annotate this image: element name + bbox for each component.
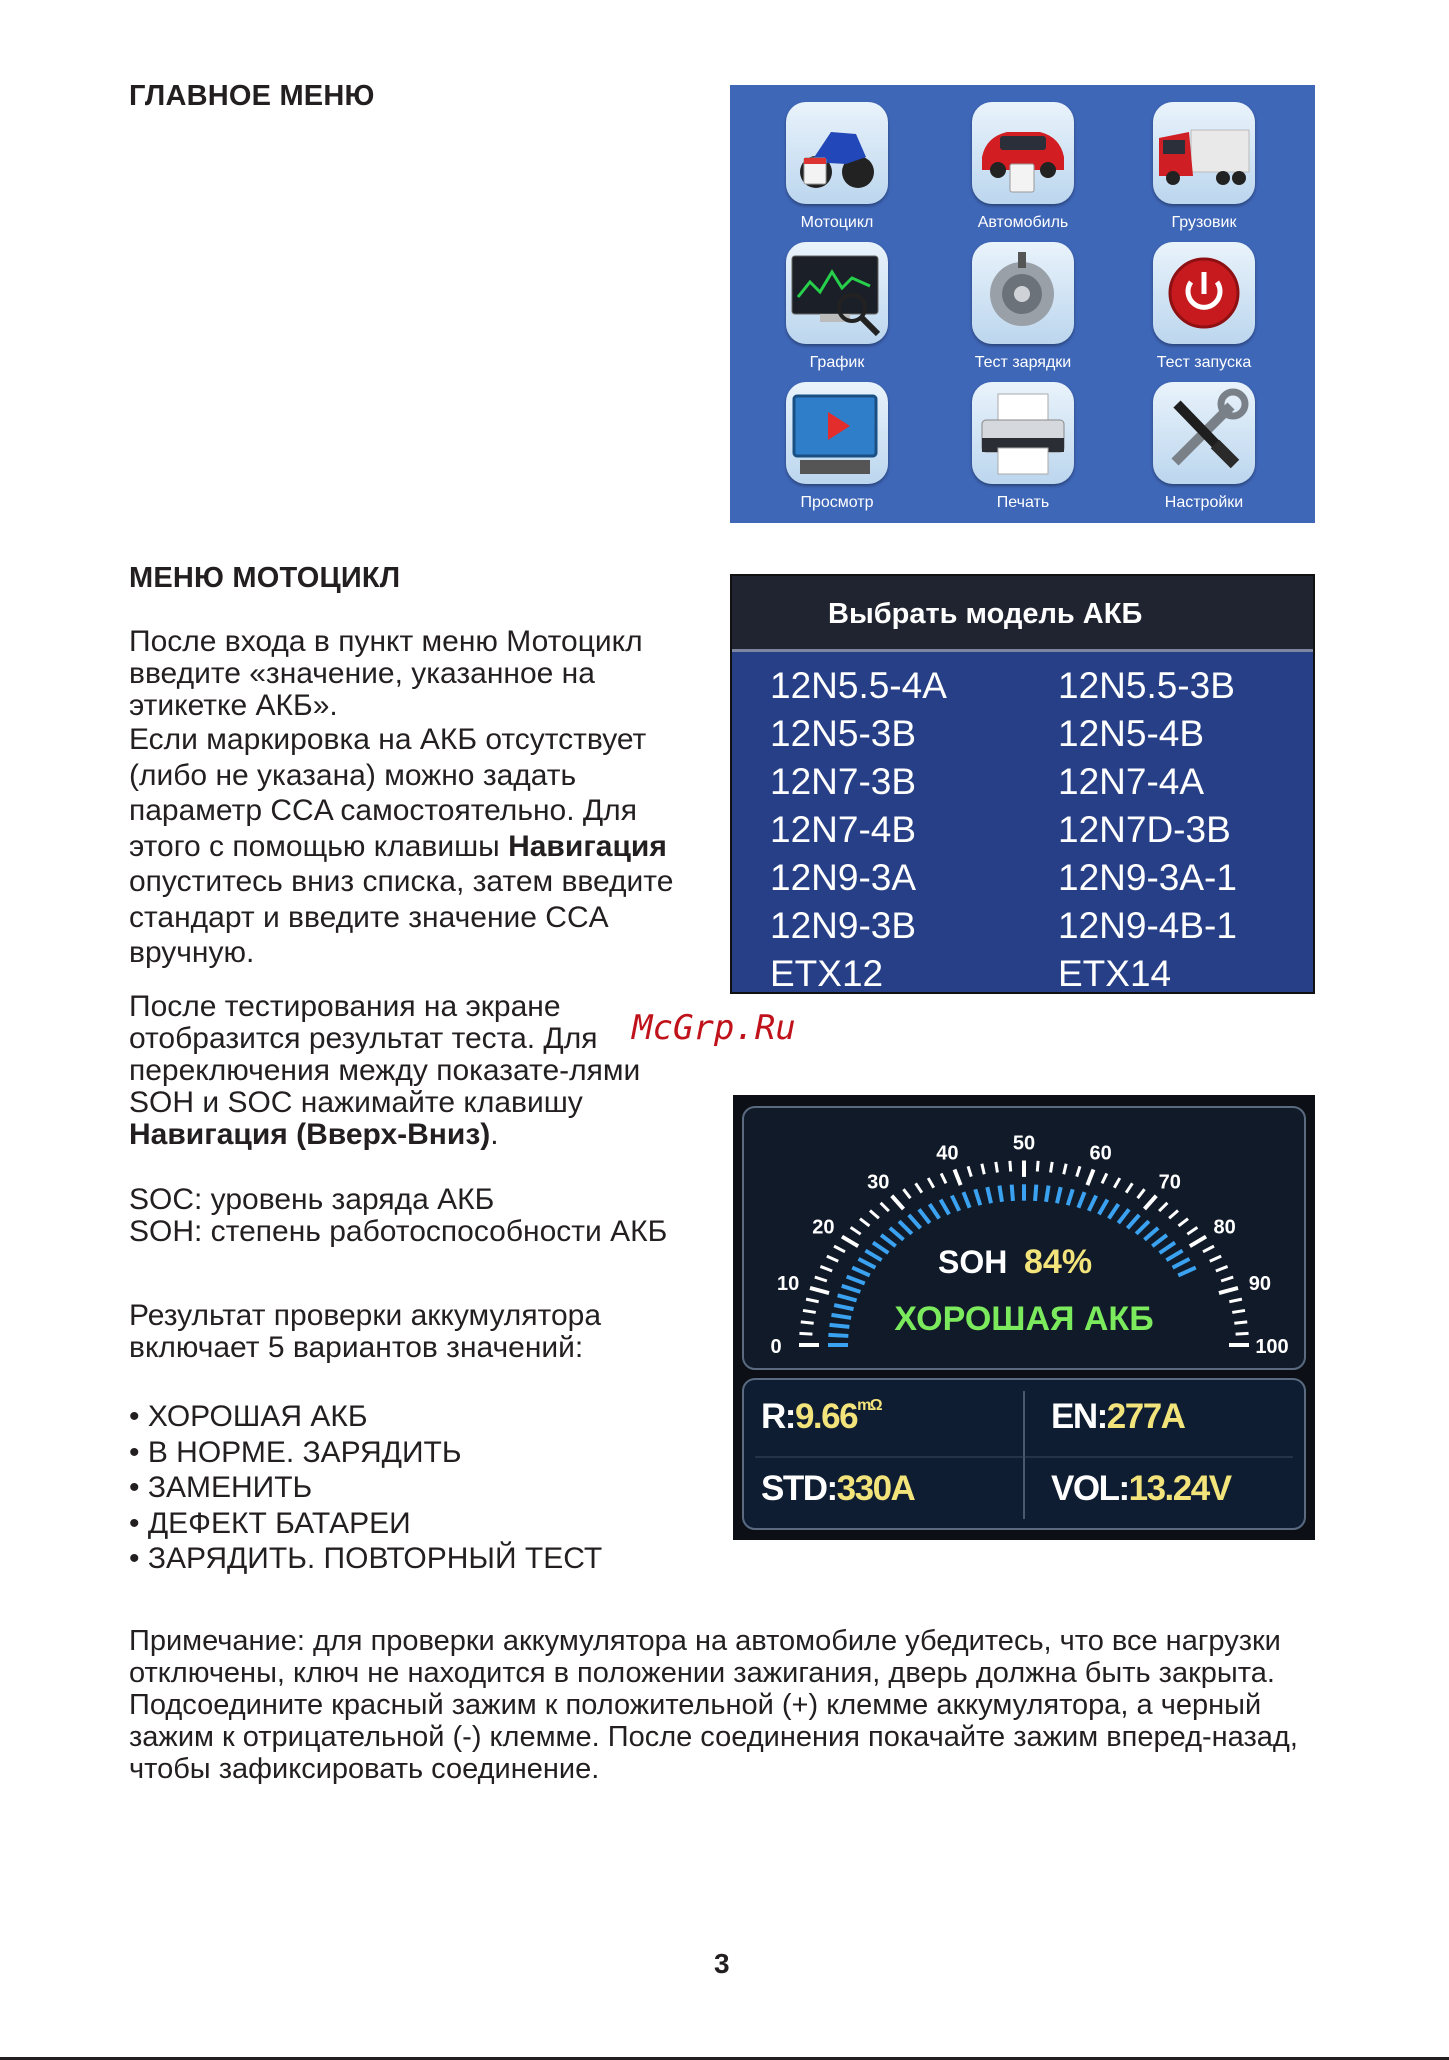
result-description-block: [129, 991, 674, 1151]
gauge-tick-label: 10: [777, 1273, 800, 1296]
result-variant-item: • ЗАМЕНИТЬ: [129, 1471, 313, 1504]
battery-model-list-right: [1058, 662, 1237, 998]
gauge-level-mark: [830, 1325, 850, 1327]
gauge-tick: [1051, 1162, 1053, 1173]
menu-label: Просмотр: [800, 494, 874, 511]
battery-model-item[interactable]: 12N9-3A-1: [1058, 857, 1237, 898]
gauge-tick: [996, 1162, 998, 1173]
soh-definition: SOH: степень работоспособности АКБ: [129, 1215, 668, 1248]
gauge-tick: [1010, 1161, 1011, 1172]
result-variant-item: • ЗАРЯДИТЬ. ПОВТОРНЫЙ ТЕСТ: [129, 1542, 603, 1575]
alternator-icon: [972, 242, 1074, 344]
menu-item-print[interactable]: [933, 382, 1113, 512]
main-menu-heading: ГЛАВНОЕ МЕНЮ: [129, 80, 375, 112]
watermark: McGrp.Ru: [632, 1008, 796, 1048]
battery-model-item[interactable]: 12N5.5-4A: [770, 665, 947, 706]
graph-monitor-icon: [786, 242, 888, 344]
menu-item-car[interactable]: [933, 102, 1113, 232]
tools-icon: [1153, 382, 1255, 484]
std-readout: STD:330A: [761, 1469, 915, 1508]
gauge-tick-label: 40: [936, 1142, 959, 1165]
menu-item-cranking-test[interactable]: [1114, 242, 1294, 372]
battery-model-item[interactable]: 12N7-3B: [770, 761, 917, 802]
menu-item-graph[interactable]: [747, 242, 927, 372]
intro-paragraph-2: Если маркировка на АКБ отсутствует (либо не указана) можно задать параметр CCA самостоятельно. Для этого с помощью клавишы Навигация опуститесь вниз списка, затем введите стандарт и введите значение CCA вручную.: [129, 723, 674, 969]
navigation-key-term: Навигация: [508, 829, 667, 863]
gauge-tick-label: 20: [812, 1216, 835, 1239]
gauge-tick-label: 50: [1012, 1132, 1036, 1155]
gauge-tick-label: 80: [1213, 1216, 1236, 1239]
battery-model-item[interactable]: 12N7-4A: [1058, 761, 1205, 802]
battery-model-item[interactable]: 12N9-4B-1: [1058, 905, 1237, 946]
intro-paragraph-3: После тестирования на экране отобразится результат теста. Для переключения между показате-лями SOH и SOC нажимайте клавишу Навигация (Вверх-Вниз).: [129, 990, 641, 1151]
gauge-tick: [1232, 1310, 1245, 1312]
gauge-tick-label: 70: [1158, 1171, 1181, 1194]
menu-label: Тест зарядки: [974, 354, 1072, 371]
resistance-readout: $R:9.66^{m\Omega}$: [761, 1397, 882, 1436]
printer-icon: [972, 382, 1074, 484]
voltage-readout: VOL:13.24V: [1051, 1469, 1231, 1508]
battery-model-item[interactable]: 12N7D-3B: [1058, 809, 1231, 850]
gauge-tick-label: 60: [1089, 1142, 1112, 1165]
gauge-tick-label: 30: [867, 1171, 890, 1194]
menu-label: График: [809, 354, 865, 371]
menu-label: Мотоцикл: [800, 214, 874, 231]
truck-icon: [1153, 102, 1255, 204]
soc-definition: SOC: уровень заряда АКБ: [129, 1183, 495, 1216]
battery-model-item[interactable]: ETX12: [770, 953, 884, 994]
gauge-tick: [803, 1310, 816, 1312]
variants-paragraph: Результат проверки аккумулятора включает 5 вариантов значений:: [129, 1299, 602, 1364]
screen-title: Выбрать модель АКБ: [828, 598, 1143, 630]
navigation-key-term: Навигация (Вверх-Вниз): [129, 1118, 491, 1151]
soh-label: SOH: [938, 1244, 1008, 1280]
gauge-level-mark: [1012, 1185, 1013, 1201]
gauge-tick: [1037, 1161, 1038, 1172]
en-readout: EN:277A: [1051, 1397, 1185, 1436]
result-variants-list: [129, 1399, 729, 1577]
gauge-level-mark: [999, 1186, 1002, 1202]
menu-item-review[interactable]: [747, 382, 927, 512]
menu-item-charging-test[interactable]: [933, 242, 1113, 372]
car-battery-icon: [972, 102, 1074, 204]
intro-paragraph-1: После входа в пункт меню Мотоцикл введите «значение, указанное на этикетке АКБ».: [129, 625, 643, 722]
menu-label: Автомобиль: [977, 214, 1069, 231]
battery-model-item[interactable]: 12N9-3B: [770, 905, 917, 946]
screen-title-bar: [732, 576, 1313, 652]
gauge-tick: [801, 1322, 814, 1323]
result-variant-item: • ДЕФЕКТ БАТАРЕИ: [129, 1506, 411, 1540]
battery-model-item[interactable]: 12N9-3A: [770, 857, 917, 898]
battery-status: ХОРОШАЯ АКБ: [894, 1300, 1154, 1338]
battery-model-item[interactable]: 12N5-4B: [1058, 713, 1205, 754]
gauge-level-mark: [828, 1335, 848, 1336]
menu-label: Печать: [996, 494, 1050, 511]
battery-model-item[interactable]: 12N7-4B: [770, 809, 917, 850]
gauge-tick: [1236, 1333, 1249, 1334]
menu-label: Настройки: [1164, 494, 1244, 511]
soc-soh-definitions: [129, 1184, 669, 1248]
result-variants-intro: [129, 1300, 669, 1364]
menu-item-motorcycle[interactable]: [747, 102, 927, 232]
result-variant-item: • В НОРМЕ. ЗАРЯДИТЬ: [129, 1435, 462, 1469]
gauge-level-mark: [1035, 1185, 1036, 1201]
video-review-icon: [786, 382, 888, 484]
result-variant-item: • ХОРОШАЯ АКБ: [129, 1400, 368, 1433]
soh-value: 84%: [1024, 1243, 1093, 1281]
gauge-tick-label: 0: [770, 1336, 782, 1358]
note-paragraph: Примечание: для проверки аккумулятора на автомобиле убедитесь, что все нагрузки отключены, ключ не находится в положении зажигания, дверь должна быть закрыта. Подсоедините красный зажим к положительной (+) клемме аккумулятора, а черный зажим к отрицательной (-) клемме. После соединения покачайте зажим вперед-назад, чтобы зафиксировать соединение.: [129, 1625, 1298, 1785]
menu-label: Грузовик: [1171, 214, 1237, 231]
gauge-tick: [799, 1333, 812, 1334]
gauge-tick: [1234, 1322, 1247, 1323]
menu-label: Тест запуска: [1156, 354, 1252, 371]
gauge-level-mark: [1046, 1186, 1049, 1202]
test-result-screen: [733, 1095, 1315, 1540]
battery-model-item[interactable]: ETX14: [1058, 953, 1172, 994]
page-number: 3: [714, 1948, 730, 1979]
menu-item-settings[interactable]: [1114, 382, 1294, 512]
battery-model-item[interactable]: 12N5-3B: [770, 713, 917, 754]
gauge-tick-label: 100: [1255, 1336, 1289, 1358]
menu-item-truck[interactable]: [1114, 102, 1294, 232]
motorcycle-battery-icon: [786, 102, 888, 204]
main-menu-screen: [730, 85, 1315, 523]
intro-text-block: [129, 626, 709, 971]
power-icon: [1153, 242, 1255, 344]
battery-model-item[interactable]: 12N5.5-3B: [1058, 665, 1235, 706]
moto-menu-heading: МЕНЮ МОТОЦИКЛ: [129, 562, 401, 594]
battery-model-list-left: [770, 662, 947, 998]
battery-model-screen: [730, 574, 1315, 994]
gauge-tick-label: 90: [1248, 1273, 1271, 1296]
